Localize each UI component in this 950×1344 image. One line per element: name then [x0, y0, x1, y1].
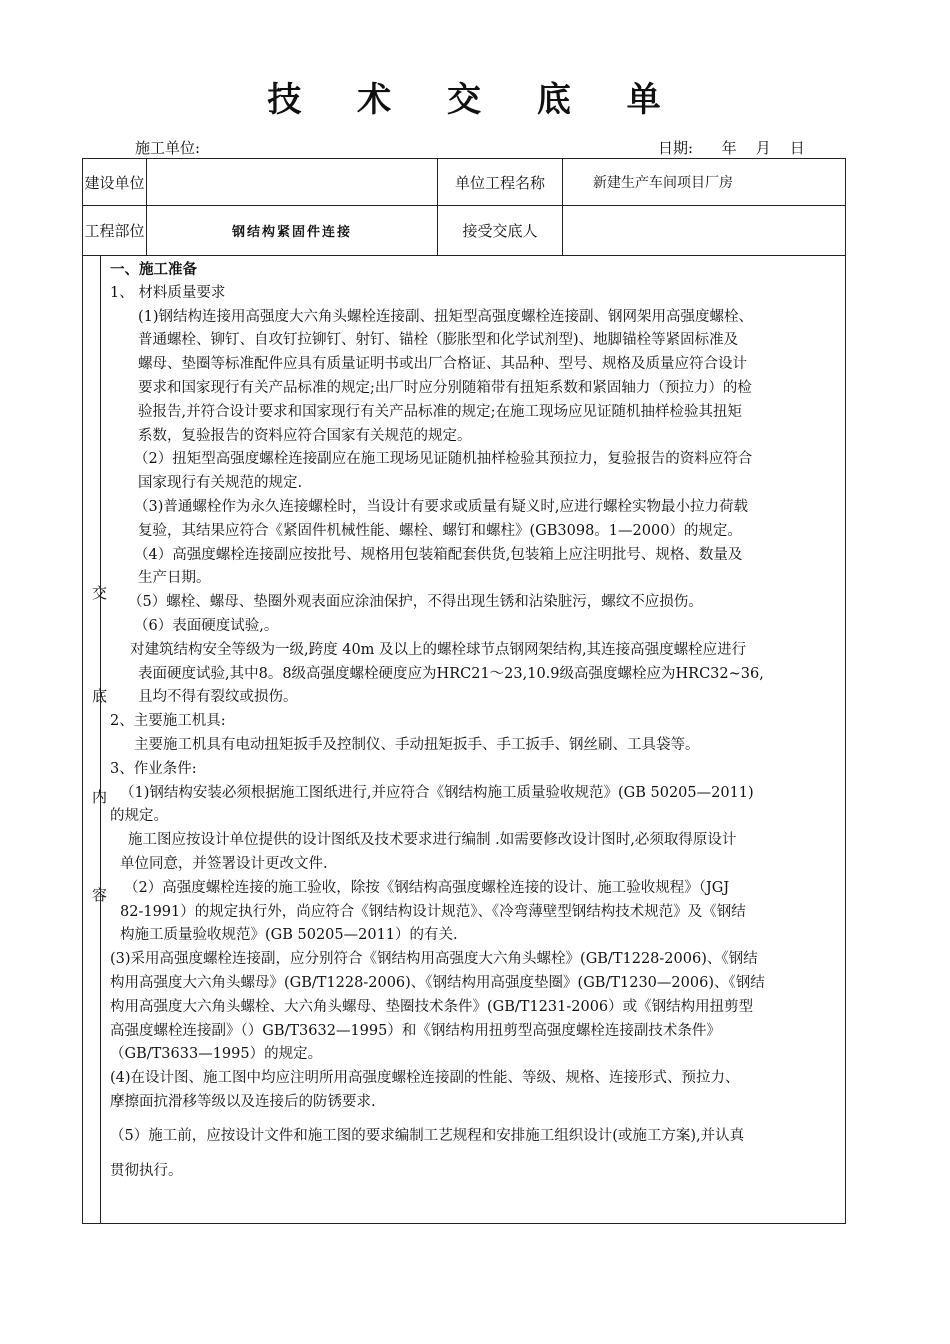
- content-line: （GB/T3633—1995）的规定。: [110, 1046, 323, 1063]
- content-line: 的规定。: [110, 808, 168, 825]
- content-line: （2）高强度螺栓连接的施工验收，除按《钢结构高强度螺栓连接的设计、施工验收规程》（JGJ: [124, 879, 730, 896]
- content-line: 验报告,并符合设计要求和国家现行有关产品标准的规定;在施工现场应见证随机抽样检验其扭矩: [138, 403, 742, 420]
- document-title: 技 术 交 底 单: [267, 80, 683, 120]
- content-line: 单位同意，并签署设计更改文件.: [120, 855, 328, 872]
- content-line: （6）表面硬度试验,。: [134, 617, 279, 634]
- side-label-char: 内: [92, 788, 108, 806]
- side-label-char: 容: [92, 886, 108, 904]
- content-line: 构用高强度大六角头螺母》(GB/T1228-2006)、《钢结构用高强度垫圈》(GB/T1230—2006)、《钢结: [110, 974, 765, 991]
- content-line: (1)钢结构连接用高强度大六角头螺栓连接副、扭矩型高强度螺栓连接副、钢网架用高强度螺栓、: [138, 308, 754, 325]
- client-label: 建设单位: [84, 173, 145, 192]
- content-line: 螺母、垫圈等标准配件应具有质量证明书或出厂合格证、其品种、型号、规格及质量应符合设计: [138, 356, 747, 373]
- project-part-label: 工程部位: [84, 222, 145, 240]
- content-line: （2）扭矩型高强度螺栓连接副应在施工现场见证随机抽样检验其预拉力，复验报告的资料应符合: [134, 451, 753, 468]
- side-column-divider: [100, 255, 101, 1223]
- subsection-heading: 3、作业条件:: [110, 760, 197, 777]
- content-line: 且均不得有裂纹或损伤。: [138, 689, 298, 706]
- content-line: (4)在设计图、施工图中均应注明所用高强度螺栓连接副的性能、等级、规格、连接形式、预拉力、: [110, 1070, 740, 1087]
- content-line: （5）螺栓、螺母、垫圈外观表面应涂油保护，不得出现生锈和沾染脏污，螺纹不应损伤。: [128, 594, 703, 611]
- construction-unit-label: 施工单位:: [135, 139, 201, 157]
- content-line: （5）施工前，应按设计文件和施工图的要求编制工艺规程和安排施工组织设计(或施工方案),并认真: [110, 1127, 745, 1144]
- content-line: 构施工质量验收规范》(GB 50205—2011）的有关.: [120, 927, 458, 944]
- project-name-label: 单位工程名称: [454, 173, 545, 192]
- content-line: 国家现行有关规范的规定.: [138, 475, 303, 492]
- date-field: 日期: 年 月 日: [658, 139, 805, 157]
- content-line: 施工图应按设计单位提供的设计图纸及技术要求进行编制 .如需要修改设计图时,必须取得原设计: [128, 832, 737, 849]
- content-line: 主要施工机具有电动扭矩扳手及控制仪、手动扭矩扳手、手工扳手、钢丝刷、工具袋等。: [134, 736, 700, 753]
- disclosure-content: [110, 258, 845, 1184]
- side-label-char: 底: [92, 687, 108, 705]
- recipient-label: 接受交底人: [462, 222, 538, 240]
- project-name-value: 新建生产车间项目厂房: [593, 175, 733, 191]
- client-value: [147, 159, 437, 205]
- row-divider: [83, 255, 845, 256]
- content-line: 高强度螺栓连接副》（）GB/T3632—1995）和《钢结构用扭剪型高强度螺栓连接副技术条件》: [110, 1022, 721, 1039]
- content-line: 82-1991）的规定执行外，尚应符合《钢结构设计规范》、《冷弯薄壁型钢结构技术规范》及《钢结: [120, 903, 746, 920]
- content-line: （4）高强度螺栓连接副应按批号、规格用包装箱配套供货,包装箱上应注明批号、规格、数量及: [134, 546, 743, 563]
- content-line: 复验，其结果应符合《紧固件机械性能、螺栓、螺钉和螺柱》(GB3098。1—2000）的规定。: [138, 522, 742, 539]
- content-line: （1)钢结构安装必须根据施工图纸进行,并应符合《钢结构施工质量验收规范》(GB 50205—2011): [120, 784, 754, 801]
- recipient-value: [563, 206, 845, 255]
- content-line: 表面硬度试验,其中8。8级高强度螺栓硬度应为HRC21～23,10.9级高强度螺栓应为HRC32~36,: [138, 665, 764, 682]
- content-line: 贯彻执行。: [110, 1163, 183, 1180]
- content-line: 对建筑结构安全等级为一级,跨度 40m 及以上的螺栓球节点钢网架结构,其连接高强度螺栓应进行: [130, 641, 747, 658]
- side-label-char: 交: [92, 584, 108, 602]
- content-line: 生产日期。: [138, 570, 211, 587]
- content-line: 普通螺栓、铆钉、自攻钉拉铆钉、射钉、锚栓（膨胀型和化学试剂型)、地脚锚栓等紧固标准及: [138, 332, 739, 349]
- section-heading: 一、施工准备: [110, 261, 197, 278]
- content-line: 要求和国家现行有关产品标准的规定;出厂时应分别随箱带有扭矩系数和紧固轴力（预拉力）的检: [138, 379, 752, 396]
- subsection-heading: 2、主要施工机具:: [110, 713, 226, 730]
- subsection-heading: 1、 材料质量要求: [110, 284, 226, 301]
- content-line: 系数，复验报告的资料应符合国家有关规范的规定。: [138, 427, 472, 444]
- content-line: (3)采用高强度螺栓连接副，应分别符合《钢结构用高强度大六角头螺栓》(GB/T1228-2006)、《钢结: [110, 951, 758, 968]
- content-line: 摩擦面抗滑移等级以及连接后的防锈要求.: [110, 1093, 376, 1110]
- content-line: 构用高强度大六角头螺栓、大六角头螺母、垫圈技术条件》(GB/T1231-2006）或《钢结构用扭剪型: [110, 998, 754, 1015]
- content-line: （3)普通螺栓作为永久连接螺栓时，当设计有要求或质量有疑义时,应进行螺栓实物最小拉力荷载: [134, 498, 748, 515]
- project-part-value: 钢结构紧固件连接: [231, 225, 352, 240]
